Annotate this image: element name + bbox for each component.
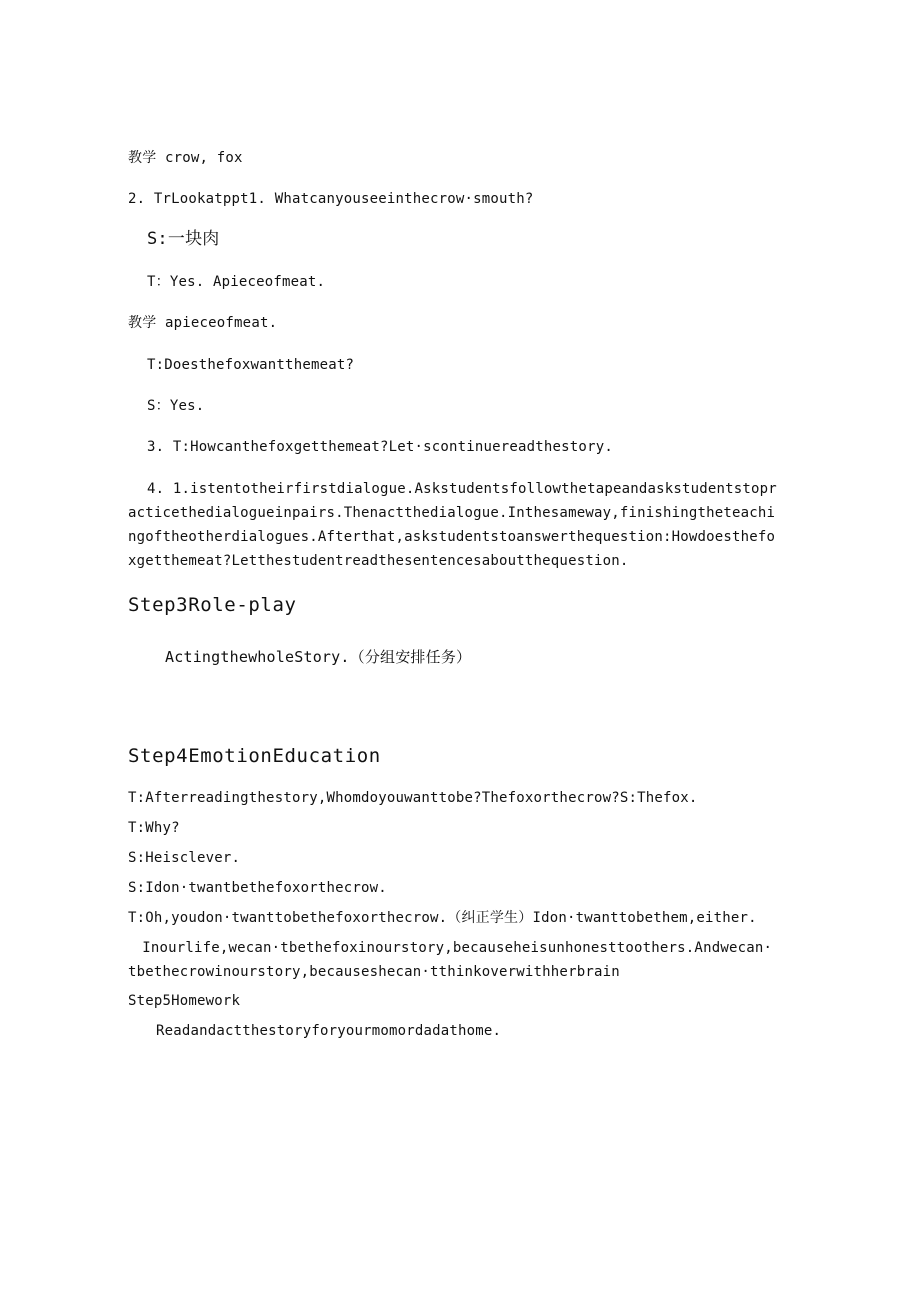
line-step5-body: Readandactthestoryforyourmomordadathome. xyxy=(156,1023,502,1039)
dialogue-line-2: T:Why? xyxy=(128,820,180,836)
line-item-2: 2. TrLookatppt1. Whatcanyouseeinthecrow·smouth? xyxy=(128,191,534,207)
heading-step3: Step3Role-play xyxy=(128,594,297,616)
line-teach-crow-fox: 教学 crow, fox xyxy=(128,150,243,166)
line-step3-body: ActingthewholeStory.（分组安排任务） xyxy=(165,648,472,666)
dialogue-line-1: T:Afterreadingthestory,Whomdoyouwanttobe?Thefoxorthecrow?S:Thefox. xyxy=(128,790,698,806)
line-student-yes: S：Yes. xyxy=(147,398,205,414)
line-student-answer-meat: S:一块肉 xyxy=(147,229,220,249)
heading-step4: Step4EmotionEducation xyxy=(128,745,381,767)
line-teacher-question-fox: T:Doesthefoxwantthemeat? xyxy=(147,357,355,373)
line-teacher-piece-of-meat: T：Yes. Apieceofmeat. xyxy=(147,274,326,290)
paragraph-moral: Inourlife,wecan·tbethefoxinourstory,becauseheisunhonesttoothers.Andwecan·tbethecrowinourstory,becauseshecan·tthinkoverwithherbrain xyxy=(128,940,773,980)
dialogue-line-4: S:Idon·twantbethefoxorthecrow. xyxy=(128,880,387,896)
dialogue-line-3: S:Heisclever. xyxy=(128,850,241,866)
line-teach-piece-of-meat: 教学 apieceofmeat. xyxy=(128,315,278,331)
dialogue-line-5: T:Oh,youdon·twanttobethefoxorthecrow.（纠正学生）Idon·twanttobethem,either. xyxy=(128,910,757,926)
paragraph-item-4: 4. 1.istentotheirfirstdialogue.Askstudentsfollowthetapeandaskstudentstopracticethedialogueinpairs.Thenactthedialogue.Inthesameway,finishingtheteachingoftheotherdialogues.Afterthat,askstudentstoanswerthequestion:Howdoesthefoxgetthemeat?Letthestudentreadthesentencesaboutthequestion. xyxy=(128,481,777,569)
heading-step5: Step5Homework xyxy=(128,993,241,1009)
line-item-3: 3. T:Howcanthefoxgetthemeat?Let·scontinuereadthestory. xyxy=(147,439,613,455)
